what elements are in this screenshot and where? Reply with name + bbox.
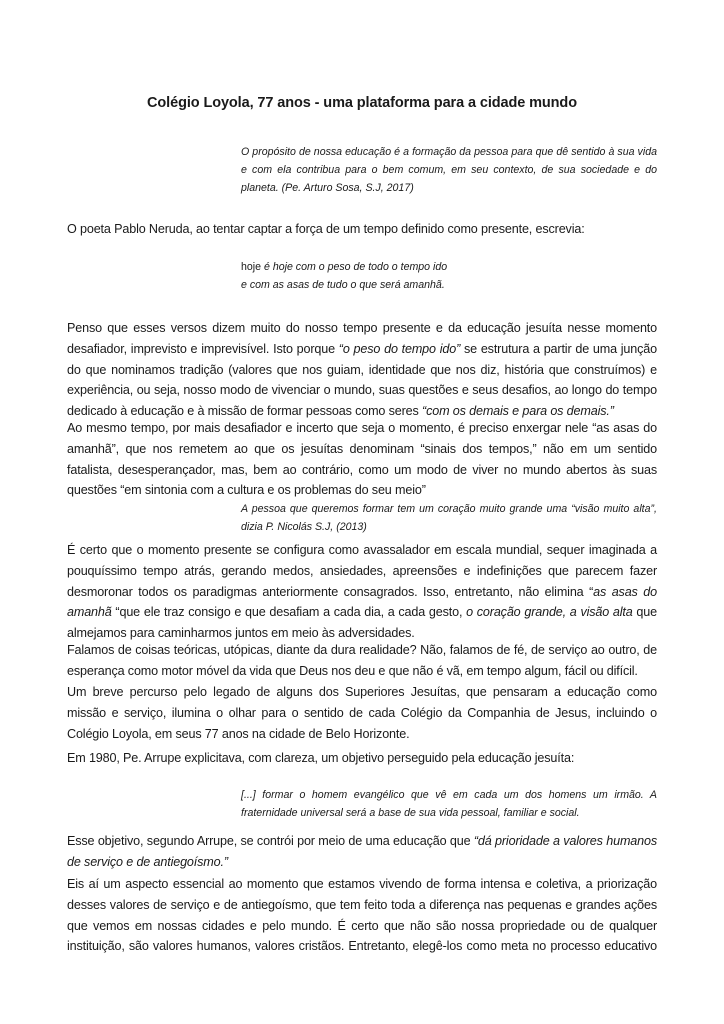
paragraph-3-text-b: “que ele traz consigo e que desafiam a cada dia, a cada gesto, <box>111 605 467 620</box>
paragraph-4: Falamos de coisas teóricas, utópicas, diante da dura realidade? Não, falamos de fé, de serviço ao outro, de esperança como motor móvel da vida que Deus nos deu e que não é vã, em tempo algum, fácil ou difícil. <box>67 643 657 678</box>
paragraph-3-text-a: É certo que o momento presente se configura como avassalador em escala mundial, sequer imaginada a pouquíssimo tempo atrás, gerando medos, ansiedades, apreensões e indefinições que parecem fazer desmoronar todos os paradigmas anteriormente consagrados. Isso, entretanto, não elimina “ <box>67 543 657 599</box>
paragraph-1-text-b: se estrutura a partir de uma junção do que nominamos tradição (valores que nos guiam, identidade que nos diz, história que construímos) e experiência, ou seja, nosso modo de vivenciar o mundo, suas questões e seus desafios, ao longo do tempo dedicado à educação e à missão de formar pessoas como seres <box>67 341 657 419</box>
paragraph-7-quote: “dá prioridade a valores humanos de serviço e de antiegoísmo.” <box>67 834 657 869</box>
paragraph-8: Eis aí um aspecto essencial ao momento que estamos vivendo de forma intensa e coletiva, a priorização desses valores de serviço e de antiegoísmo, que tem feito toda a diferença nas pequenas e grandes ações que vemos em nossas cidades e pelo mundo. É certo que não são nossa propriedade ou de qualquer instituição, são valores humanos, valores cristãos. Entretanto, elegê-los como meta no processo educativo <box>67 877 657 954</box>
paragraph-1-quote-a: “o peso do tempo ido” <box>338 341 461 356</box>
epigraph-arrupe: [...] formar o homem evangélico que vê em cada um dos homens um irmão. A fraternidade universal será a base de sua vida pessoal, familiar e social. <box>241 789 657 819</box>
paragraph-7-text: Esse objetivo, segundo Arrupe, se contrói por meio de uma educação que <box>67 834 474 848</box>
paragraph-3-quote-a: as asas do amanhã <box>67 584 657 620</box>
paragraph-3-text-c: que almejamos para caminharmos juntos em meio às adversidades. <box>67 605 657 641</box>
poem-line-1 <box>241 258 657 276</box>
poem-line-1-italic: é hoje com o peso de todo o tempo ido <box>263 261 448 273</box>
paragraph-3 <box>67 540 657 644</box>
paragraph-2: Ao mesmo tempo, por mais desafiador e incerto que seja o momento, é preciso enxergar nele “as asas do amanhã”, que nos remetem ao que os jesuítas denominam “sinais dos tempos,” não em um sentido fatalista, desesperançador, mas, bem ao contrário, como um modo de viver no mundo abertos às suas questões “em sintonia com a cultura e os problemas do seu meio” <box>67 421 657 498</box>
paragraph-1-quote-b: “com os demais e para os demais.” <box>422 404 614 419</box>
paragraph-6: Em 1980, Pe. Arrupe explicitava, com clareza, um objetivo perseguido pela educação jesuíta: <box>67 751 575 765</box>
paragraph-5: Um breve percurso pelo legado de alguns dos Superiores Jesuítas, que pensaram a educação como missão e serviço, ilumina o olhar para o sentido de cada Colégio da Companhia de Jesus, incluindo o Colégio Loyola, em seus 77 anos na cidade de Belo Horizonte. <box>67 685 657 741</box>
paragraph-1-text-a: Penso que esses versos dizem muito do nosso tempo presente e da educação jesuíta nesse momento desafiador, imprevisto e imprevisível. Isto porque <box>67 321 657 356</box>
paragraph-7 <box>67 831 657 873</box>
epigraph-nicolas: A pessoa que queremos formar tem um coração muito grande uma “visão muito alta”, dizia P. Nicolás S.J, (2013) <box>241 503 657 533</box>
epigraph-sosa: O propósito de nossa educação é a formação da pessoa para que dê sentido à sua vida e com ela contribua para o bem comum, em seu contexto, de sua sociedade e do planeta. (Pe. Arturo Sosa, S.J, 2017) <box>241 146 657 194</box>
document-title: Colégio Loyola, 77 anos - uma plataforma para a cidade mundo <box>147 95 577 111</box>
paragraph-3-quote-b: o coração grande, a visão alta <box>466 605 633 620</box>
poem-neruda <box>241 258 657 294</box>
poem-line-2: e com as asas de tudo o que será amanhã. <box>241 279 445 291</box>
paragraph-neruda-intro: O poeta Pablo Neruda, ao tentar captar a força de um tempo definido como presente, escrevia: <box>67 222 585 236</box>
poem-line-1-roman: hoje <box>241 261 264 273</box>
paragraph-1 <box>67 318 657 422</box>
